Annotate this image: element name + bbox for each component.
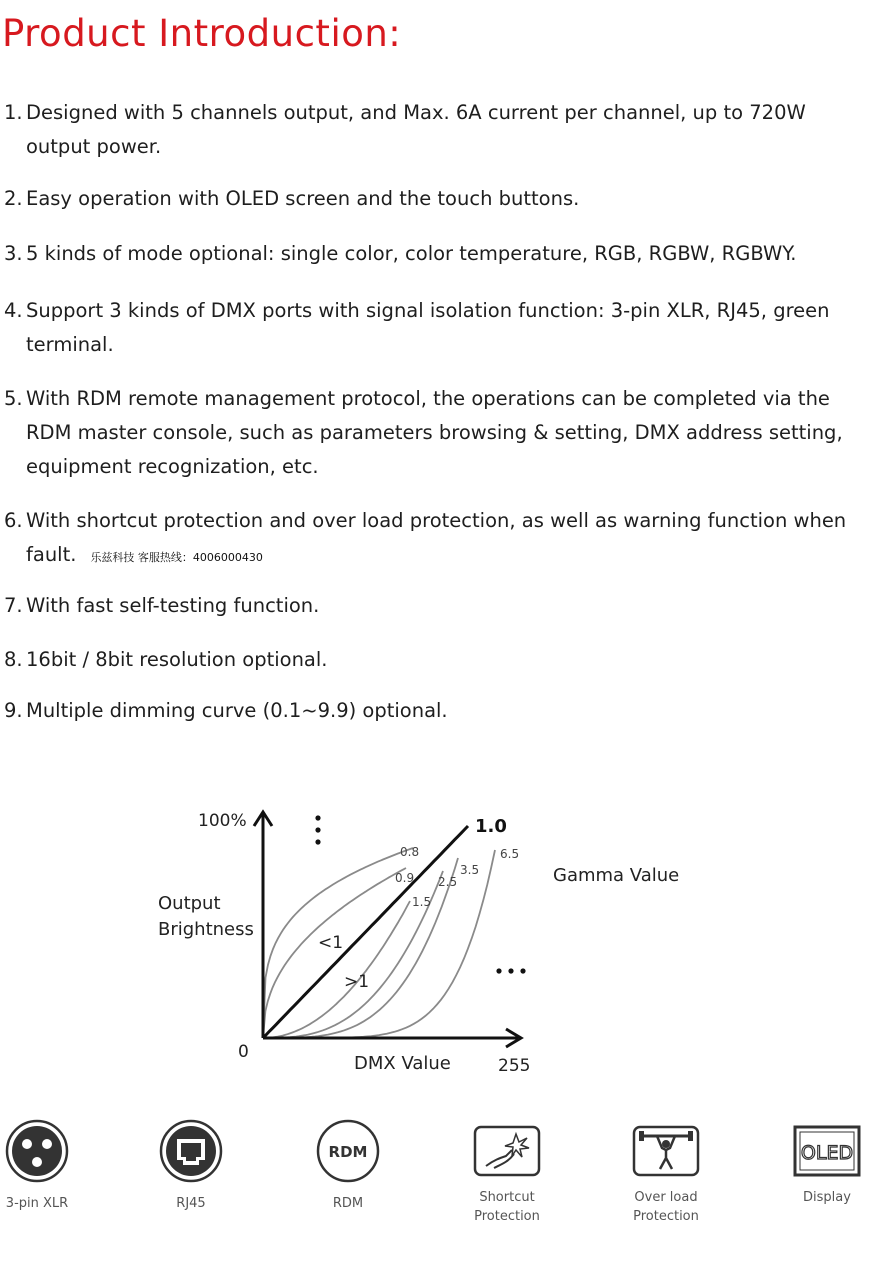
y-top-label: 100% [198,811,247,831]
svg-text:OLED: OLED [800,1142,854,1164]
feature-number: 1. [4,101,23,124]
origin-label: 0 [238,1042,249,1062]
x-end-label: 255 [498,1056,531,1076]
icon-label: Over load Protection [633,1190,699,1224]
feature-item [4,237,870,271]
feature-number: 9. [4,699,23,722]
curve-labels [395,845,519,909]
less-than-one-label: <1 [318,933,344,953]
feature-number: 6. [4,509,23,532]
feature-icons-row [0,1118,871,1248]
gamma-curve-1.0 [263,826,468,1038]
feature-text: With RDM remote management protocol, the operations can be completed via the RDM master console, such as parameters browsing & setting, DMX address setting, equipment recognization, etc. [26,387,843,478]
icon-label: RDM [332,1196,364,1211]
weightlifter-icon [631,1124,701,1178]
gamma-curve-0.9 [263,868,406,1038]
feature-text: 16bit / 8bit resolution optional. [26,648,328,671]
rj45-port-icon [158,1118,224,1184]
feature-number: 3. [4,242,23,265]
hotline-note: 乐兹科技 客服热线：4006000430 [90,551,263,564]
xlr-connector-icon [4,1118,70,1184]
feature-item [4,382,870,484]
feature-icon-display [777,1118,871,1207]
feature-item [4,294,870,362]
feature-text: With shortcut protection and over load protection, as well as warning function when fault. [26,509,847,566]
feature-number: 8. [4,648,23,671]
feature-item [4,182,870,216]
oled-display-icon [792,1124,862,1178]
curve-label-6.5: 6.5 [500,847,520,861]
feature-text: Easy operation with OLED screen and the touch buttons. [26,187,580,210]
icon-label: Display [803,1190,851,1205]
curve-label-0.8: 0.8 [400,845,420,859]
feature-number: 5. [4,387,23,410]
icon-label: Shortcut Protection [474,1190,540,1224]
feature-number: 4. [4,299,23,322]
feature-text: 5 kinds of mode optional: single color, color temperature, RGB, RGBW, RGBWY. [26,242,797,265]
y-axis-label-line2: Brightness [158,919,254,940]
feature-icon-overload [616,1118,716,1226]
feature-text: Support 3 kinds of DMX ports with signal isolation function: 3-pin XLR, RJ45, green terminal. [26,299,830,356]
gamma-curve-3.5 [263,858,458,1038]
feature-item [4,643,870,677]
curve-label-0.9: 0.9 [395,871,415,885]
curve-label-1.5: 1.5 [412,895,432,909]
icon-label: RJ45 [176,1196,206,1211]
feature-icon-rdm [298,1118,398,1213]
feature-text: Designed with 5 channels output, and Max. 6A current per channel, up to 720W output power. [26,101,806,158]
feature-icon-xlr [0,1118,87,1213]
feature-number: 2. [4,187,23,210]
curve-label-3.5: 3.5 [460,863,480,877]
x-axis-label: DMX Value [354,1053,451,1074]
icon-label: 3-pin XLR [5,1196,69,1211]
feature-icon-rj45 [141,1118,241,1213]
legend-title: Gamma Value [553,865,680,886]
feature-icon-shortcut [457,1118,557,1226]
short-circuit-icon [472,1124,542,1178]
feature-text: With fast self-testing function. [26,594,320,617]
more-curves-horizontal-dots [496,968,525,973]
feature-number: 7. [4,594,23,617]
linear-curve-label: 1.0 [475,816,507,837]
curve-label-2.5: 2.5 [438,875,458,889]
greater-than-one-label: >1 [344,972,370,992]
feature-item [4,589,870,623]
page-title: Product Introduction: [2,12,402,55]
rdm-badge-icon [315,1118,381,1184]
feature-item [4,96,870,164]
gamma-curve-chart [150,796,710,1086]
feature-text: Multiple dimming curve (0.1~9.9) optional. [26,699,448,722]
feature-item [4,694,870,728]
svg-text:RDM: RDM [328,1143,368,1161]
more-curves-vertical-dots [315,815,320,844]
y-axis-label-line1: Output [158,893,221,914]
gamma-curves [263,826,495,1038]
gamma-curve-1.5 [263,901,410,1038]
feature-item [4,504,870,575]
